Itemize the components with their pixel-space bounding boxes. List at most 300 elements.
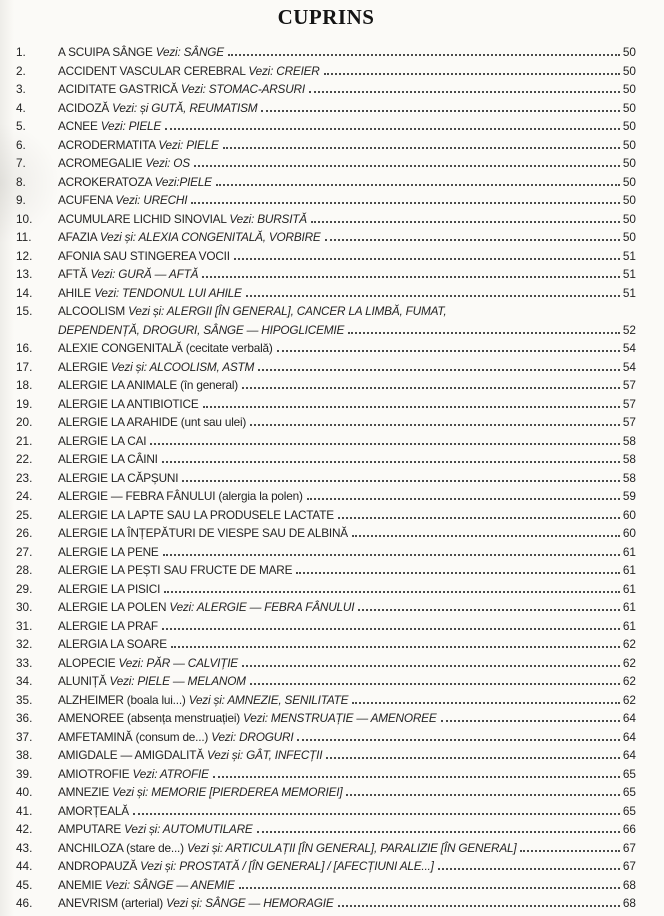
- entry-page-number: 50: [622, 100, 636, 115]
- entry-see-reference: Vezi: PIELE — MELANOM: [109, 674, 246, 688]
- dot-leader: [348, 328, 620, 334]
- entry-line: [58, 43, 636, 62]
- entry-number: 12.: [16, 248, 33, 263]
- toc-entry: [16, 376, 636, 395]
- toc-entry: [16, 524, 636, 543]
- entry-body: [58, 746, 636, 765]
- dot-leader: [338, 513, 620, 519]
- entry-number: 30.: [16, 600, 33, 614]
- entry-number: 33.: [16, 655, 33, 670]
- entry-number: 35.: [16, 692, 33, 707]
- entry-see-reference: Vezi: MENSTRUAȚIE — AMENOREE: [243, 711, 437, 725]
- entry-line: [58, 469, 636, 488]
- entry-text: [58, 709, 437, 728]
- entry-body: [58, 691, 636, 710]
- entry-see-reference: Vezi: BURSITĂ: [229, 211, 307, 226]
- entry-line: [58, 506, 636, 525]
- dot-leader: [261, 106, 619, 112]
- dot-leader: [258, 365, 620, 371]
- entry-term: AMENOREE (absența menstruației): [58, 711, 244, 725]
- entry-term: ACROKERATOZA: [58, 174, 155, 189]
- toc-entry: [16, 839, 636, 858]
- entry-term: ALERGIE LA ANIMALE (în general): [58, 378, 239, 392]
- toc-entry: [16, 191, 636, 210]
- entry-page-number: 64: [622, 711, 636, 725]
- toc-entry: [16, 691, 636, 710]
- entry-text: [58, 247, 230, 266]
- entry-page-number: 50: [622, 230, 636, 244]
- entry-number: 17.: [16, 359, 33, 374]
- entry-number: 26.: [16, 526, 33, 540]
- entry-line: [58, 321, 636, 340]
- entry-body: [58, 228, 636, 247]
- entry-line: [58, 228, 636, 247]
- entry-page-number: 64: [622, 729, 636, 744]
- entry-text: [58, 450, 158, 469]
- entry-term: ALERGIE LA POLEN: [58, 600, 170, 614]
- entry-number: 31.: [16, 618, 33, 633]
- entry-text: [58, 358, 254, 377]
- entry-number: 19.: [16, 396, 33, 411]
- entry-number: 36.: [16, 711, 33, 725]
- entry-page-number: 65: [622, 785, 636, 799]
- toc-entry: [16, 395, 636, 414]
- entry-page-number: 62: [622, 692, 636, 707]
- entry-number: 11.: [16, 230, 32, 244]
- entry-number: 16.: [16, 341, 33, 355]
- toc-entry: [16, 284, 636, 303]
- entry-term: ALERGIE LA PEȘTI SAU FRUCTE DE MARE: [58, 563, 293, 577]
- entry-body: [58, 469, 636, 488]
- entry-number: 6.: [16, 137, 26, 152]
- entry-text: [58, 136, 219, 155]
- entry-line: [58, 617, 636, 636]
- entry-page-number: 67: [622, 840, 636, 855]
- entry-page-number: 58: [622, 470, 636, 485]
- entry-see-reference: Vezi:PIELE: [154, 174, 212, 189]
- entry-body: [58, 894, 636, 913]
- entry-term: ALERGIE LA CÂINI: [58, 452, 158, 466]
- dot-leader: [352, 698, 620, 704]
- entry-text: [58, 839, 516, 858]
- entry-term: ALERGIE LA CAI: [58, 433, 147, 448]
- entry-term: AFTĂ: [58, 267, 91, 281]
- entry-see-reference: Vezi: SÂNGE: [155, 45, 224, 59]
- entry-line: [58, 691, 636, 710]
- dot-leader: [242, 383, 620, 389]
- entry-body: [58, 191, 636, 210]
- entry-text: [58, 691, 348, 710]
- entry-page-number: 50: [622, 174, 636, 189]
- entry-text: [58, 265, 198, 284]
- dot-leader: [438, 864, 620, 870]
- entry-text: [58, 487, 303, 506]
- dot-leader: [325, 235, 620, 241]
- entry-number: 37.: [16, 729, 33, 744]
- dot-leader: [162, 624, 620, 630]
- toc-entry: [16, 265, 636, 284]
- entry-number: 42.: [16, 822, 33, 836]
- toc-entry: [16, 746, 636, 765]
- entry-number: 9.: [16, 193, 26, 207]
- entry-number: 43.: [16, 840, 33, 855]
- entry-body: [58, 450, 636, 469]
- entry-text: [58, 802, 129, 821]
- entry-line: [58, 857, 636, 876]
- entry-number: 39.: [16, 766, 33, 781]
- entry-body: [58, 80, 636, 99]
- entry-text: [58, 728, 293, 747]
- entry-number: 28.: [16, 563, 33, 577]
- entry-number: 1.: [16, 45, 26, 59]
- dot-leader: [338, 901, 620, 907]
- entry-text: [58, 783, 342, 802]
- entry-number: 2.: [16, 63, 26, 78]
- entry-term: ACIDITATE GASTRICĂ: [58, 82, 181, 96]
- entry-body: [58, 247, 636, 266]
- entry-body: [58, 506, 636, 525]
- entry-line: [58, 783, 636, 802]
- entry-term: ANCHILOZA (stare de...): [58, 840, 187, 855]
- entry-term: ALERGIE LA LAPTE SAU LA PRODUSELE LACTATE: [58, 507, 334, 522]
- entry-term: ACROMEGALIE: [58, 156, 146, 170]
- entry-body: [58, 857, 636, 876]
- toc-entry: [16, 894, 636, 913]
- entry-text: [58, 191, 187, 210]
- entry-page-number: 52: [622, 322, 636, 337]
- entry-body: [58, 358, 636, 377]
- entry-number: 15.: [16, 304, 33, 318]
- entry-term: AHILE: [58, 285, 95, 300]
- dot-leader: [296, 568, 620, 574]
- entry-text: [58, 580, 160, 599]
- entry-body: [58, 432, 636, 451]
- entry-text: [58, 80, 305, 99]
- entry-line: [58, 728, 636, 747]
- entry-number: 14.: [16, 285, 33, 300]
- entry-text: [58, 617, 158, 636]
- entry-term: ALOPECIE: [58, 655, 119, 670]
- entry-text: [58, 321, 344, 340]
- entry-body: [58, 765, 636, 784]
- entry-line: [58, 709, 636, 728]
- entry-body: [58, 802, 636, 821]
- entry-line: [58, 191, 636, 210]
- entry-page-number: 50: [622, 193, 636, 207]
- entry-see-reference: Vezi: și GUTĂ, REUMATISM: [112, 100, 258, 115]
- toc-entry: [16, 857, 636, 876]
- entry-see-reference: Vezi și: MEMORIE [PIERDEREA MEMORIEI]: [112, 785, 343, 799]
- dot-leader: [213, 772, 620, 778]
- entry-line: [58, 746, 636, 765]
- dot-leader: [250, 679, 620, 685]
- entry-term: AMNEZIE: [58, 785, 113, 799]
- entry-see-reference: Vezi: PĂR — CALVIȚIE: [118, 655, 238, 670]
- entry-text: [58, 117, 161, 136]
- entry-page-number: 61: [622, 563, 636, 577]
- toc-entry: [16, 413, 636, 432]
- toc-entry: [16, 228, 636, 247]
- entry-term: ALUNIȚĂ: [58, 674, 110, 688]
- entry-line: [58, 339, 636, 358]
- dot-leader: [326, 753, 620, 759]
- entry-number: 5.: [16, 119, 26, 133]
- entry-term: ALERGIE — FEBRA FÂNULUI (alergia la polen): [58, 489, 303, 503]
- entry-line: [58, 802, 636, 821]
- entry-see-reference: Vezi și: ALERGII [ÎN GENERAL], CANCER LA LIMBĂ, FUMAT,: [128, 304, 447, 318]
- entry-number: 18.: [16, 378, 33, 392]
- entry-line: [58, 154, 636, 173]
- toc-entry: [16, 672, 636, 691]
- entry-body: [58, 62, 636, 81]
- entry-number: 34.: [16, 674, 33, 688]
- entry-text: [58, 302, 446, 321]
- entry-term: ALERGIE: [58, 359, 111, 374]
- entry-body: [58, 654, 636, 673]
- entry-line: [58, 450, 636, 469]
- entry-body: [58, 136, 636, 155]
- entry-line: [58, 543, 636, 562]
- entry-term: ALERGIE LA PENE: [58, 544, 159, 559]
- entry-term: ALERGIA LA SOARE: [58, 637, 167, 651]
- toc-entry: [16, 598, 636, 617]
- entry-term: ANDROPAUZĂ: [58, 859, 141, 873]
- entry-page-number: 60: [622, 526, 636, 540]
- entry-term: ACNEE: [58, 119, 101, 133]
- entry-body: [58, 284, 636, 303]
- entry-term: ANEMIE: [58, 877, 106, 892]
- entry-text: [58, 62, 320, 81]
- entry-see-reference: Vezi: STOMAC-ARSURI: [180, 82, 305, 96]
- entry-line: [58, 635, 636, 654]
- entry-see-reference: Vezi: OS: [145, 156, 190, 170]
- dot-leader: [202, 272, 620, 278]
- entry-line: [58, 117, 636, 136]
- entry-body: [58, 210, 636, 229]
- toc-entry: [16, 876, 636, 895]
- entry-number: 22.: [16, 452, 33, 466]
- entry-text: [58, 746, 322, 765]
- entry-see-reference: Vezi: CREIER: [248, 63, 320, 78]
- entry-line: [58, 376, 636, 395]
- dot-leader: [257, 827, 620, 833]
- entry-line: [58, 672, 636, 691]
- dot-leader: [194, 161, 620, 167]
- entry-number: 20.: [16, 415, 33, 429]
- entry-page-number: 68: [622, 896, 636, 910]
- entry-body: [58, 728, 636, 747]
- entry-number: 32.: [16, 637, 33, 651]
- entry-line: [58, 432, 636, 451]
- toc-list: [16, 43, 636, 913]
- entry-term: AFAZIA: [58, 230, 100, 244]
- entry-line: [58, 876, 636, 895]
- toc-entry: [16, 580, 636, 599]
- entry-see-reference: Vezi și: ALEXIA CONGENITALĂ, VORBIRE: [99, 230, 321, 244]
- entry-line: [58, 561, 636, 580]
- entry-page-number: 50: [622, 137, 636, 152]
- entry-text: [58, 284, 242, 303]
- entry-number: 25.: [16, 507, 33, 522]
- entry-page-number: 60: [622, 507, 636, 522]
- entry-term: ACCIDENT VASCULAR CEREBRAL: [58, 63, 249, 78]
- entry-see-reference: DEPENDENȚĂ, DROGURI, SÂNGE — HIPOGLICEMIE: [58, 322, 345, 337]
- dot-leader: [311, 217, 620, 223]
- dot-leader: [520, 846, 619, 852]
- entry-body: [58, 413, 636, 432]
- dot-leader: [346, 790, 619, 796]
- dot-leader: [191, 198, 620, 204]
- entry-page-number: 57: [622, 415, 636, 429]
- entry-body: [58, 99, 636, 118]
- entry-page-number: 65: [622, 803, 636, 818]
- entry-page-number: 50: [622, 82, 636, 96]
- toc-entry: [16, 247, 636, 266]
- entry-number: 3.: [16, 82, 26, 96]
- entry-see-reference: Vezi: URECHI: [115, 193, 188, 207]
- entry-see-reference: Vezi: GURĂ — AFTĂ: [90, 267, 199, 281]
- dot-leader: [171, 642, 620, 648]
- entry-text: [58, 173, 212, 192]
- entry-see-reference: Vezi: DROGURI: [211, 729, 294, 744]
- entry-text: [58, 376, 238, 395]
- entry-number: 38.: [16, 748, 33, 762]
- entry-text: [58, 635, 167, 654]
- toc-entry: [16, 617, 636, 636]
- entry-text: [58, 228, 321, 247]
- dot-leader: [441, 716, 620, 722]
- entry-term: ALCOOLISM: [58, 304, 129, 318]
- entry-term: ACRODERMATITA: [58, 137, 159, 152]
- entry-body: [58, 117, 636, 136]
- entry-body: [58, 580, 636, 599]
- entry-text: [58, 339, 273, 358]
- entry-line: [58, 284, 636, 303]
- entry-term: ALERGIE LA PRAF: [58, 618, 158, 633]
- entry-line: [58, 598, 636, 617]
- entry-text: [58, 210, 307, 229]
- page-title: CUPRINS: [277, 5, 375, 29]
- entry-body: [58, 635, 636, 654]
- entry-text: [58, 506, 334, 525]
- entry-line: [58, 820, 636, 839]
- entry-text: [58, 672, 246, 691]
- entry-page-number: 62: [622, 674, 636, 688]
- entry-text: [58, 469, 178, 488]
- entry-text: [58, 561, 292, 580]
- toc-entry: [16, 543, 636, 562]
- entry-body: [58, 561, 636, 580]
- toc-entry: [16, 765, 636, 784]
- entry-number: 40.: [16, 785, 33, 799]
- dot-leader: [133, 809, 620, 815]
- entry-term: AMPUTARE: [58, 822, 125, 836]
- entry-body: [58, 524, 636, 543]
- entry-number: 7.: [16, 156, 26, 170]
- entry-number: 44.: [16, 859, 33, 873]
- entry-body: [58, 876, 636, 895]
- toc-entry: [16, 450, 636, 469]
- dot-leader: [242, 661, 620, 667]
- entry-body: [58, 820, 636, 839]
- dot-leader: [150, 439, 620, 445]
- entry-page-number: 51: [622, 285, 636, 300]
- dot-leader: [277, 346, 620, 352]
- toc-entry: [16, 487, 636, 506]
- toc-entry: [16, 728, 636, 747]
- entry-see-reference: Vezi și: ARTICULAȚII [ÎN GENERAL], PARALIZIE [ÎN GENERAL]: [186, 840, 517, 855]
- entry-number: 27.: [16, 544, 33, 559]
- entry-line: [58, 654, 636, 673]
- dot-leader: [297, 735, 619, 741]
- entry-text: [58, 820, 253, 839]
- entry-term: ALERGIE LA ÎNȚEPĂTURI DE VIESPE SAU DE ALBINĂ: [58, 526, 348, 540]
- entry-page-number: 64: [622, 748, 636, 762]
- entry-text: [58, 894, 334, 913]
- entry-term: ACUMULARE LICHID SINOVIAL: [58, 211, 230, 226]
- entry-page-number: 51: [622, 267, 636, 281]
- entry-see-reference: Vezi și: AUTOMUTILARE: [124, 822, 253, 836]
- dot-leader: [239, 883, 620, 889]
- entry-see-reference: Vezi și: ALCOOLISM, ASTM: [110, 359, 255, 374]
- entry-page-number: 57: [622, 378, 636, 392]
- toc-entry: [16, 783, 636, 802]
- entry-see-reference: Vezi: ALERGIE — FEBRA FÂNULUI: [169, 600, 355, 614]
- entry-number: 46.: [16, 896, 33, 910]
- entry-body: [58, 783, 636, 802]
- dot-leader: [162, 457, 620, 463]
- dot-leader: [324, 69, 620, 75]
- entry-number: 4.: [16, 100, 26, 115]
- entry-page-number: 65: [622, 766, 636, 781]
- entry-line: [58, 524, 636, 543]
- entry-term: ALERGIE LA ARAHIDE (unt sau ulei): [58, 415, 247, 429]
- entry-page-number: 61: [622, 600, 636, 614]
- entry-see-reference: Vezi și: SÂNGE — HEMORAGIE: [166, 896, 334, 910]
- entry-term: AMFETAMINĂ (consum de...): [58, 729, 212, 744]
- toc-entry: [16, 635, 636, 654]
- entry-term: A SCUIPA SÂNGE: [58, 45, 156, 59]
- dot-leader: [228, 50, 620, 56]
- entry-text: [58, 876, 235, 895]
- toc-entry: [16, 210, 636, 229]
- entry-number: 10.: [16, 211, 33, 226]
- entry-line: [58, 62, 636, 81]
- entry-page-number: 50: [622, 156, 636, 170]
- entry-term: AMIOTROFIE: [58, 766, 133, 781]
- toc-entry: [16, 561, 636, 580]
- entry-text: [58, 765, 209, 784]
- entry-page-number: 61: [622, 581, 636, 596]
- entry-text: [58, 413, 246, 432]
- entry-text: [58, 524, 348, 543]
- entry-term: ALERGIE LA ANTIBIOTICE: [58, 396, 199, 411]
- toc-entry: [16, 654, 636, 673]
- entry-line: [58, 487, 636, 506]
- entry-term: ALERGIE LA CĂPȘUNI: [58, 470, 179, 485]
- entry-page-number: 61: [622, 544, 636, 559]
- entry-see-reference: Vezi: SÂNGE — ANEMIE: [105, 877, 235, 892]
- entry-line: [58, 265, 636, 284]
- entry-term: ANEVRISM (arterial): [58, 896, 167, 910]
- dot-leader: [234, 254, 620, 260]
- dot-leader: [216, 180, 620, 186]
- entry-page-number: 50: [622, 63, 636, 78]
- toc-entry: [16, 80, 636, 99]
- entry-term: ALERGIE LA PISICI: [58, 581, 161, 596]
- toc-entry: [16, 820, 636, 839]
- entry-page-number: 57: [622, 396, 636, 411]
